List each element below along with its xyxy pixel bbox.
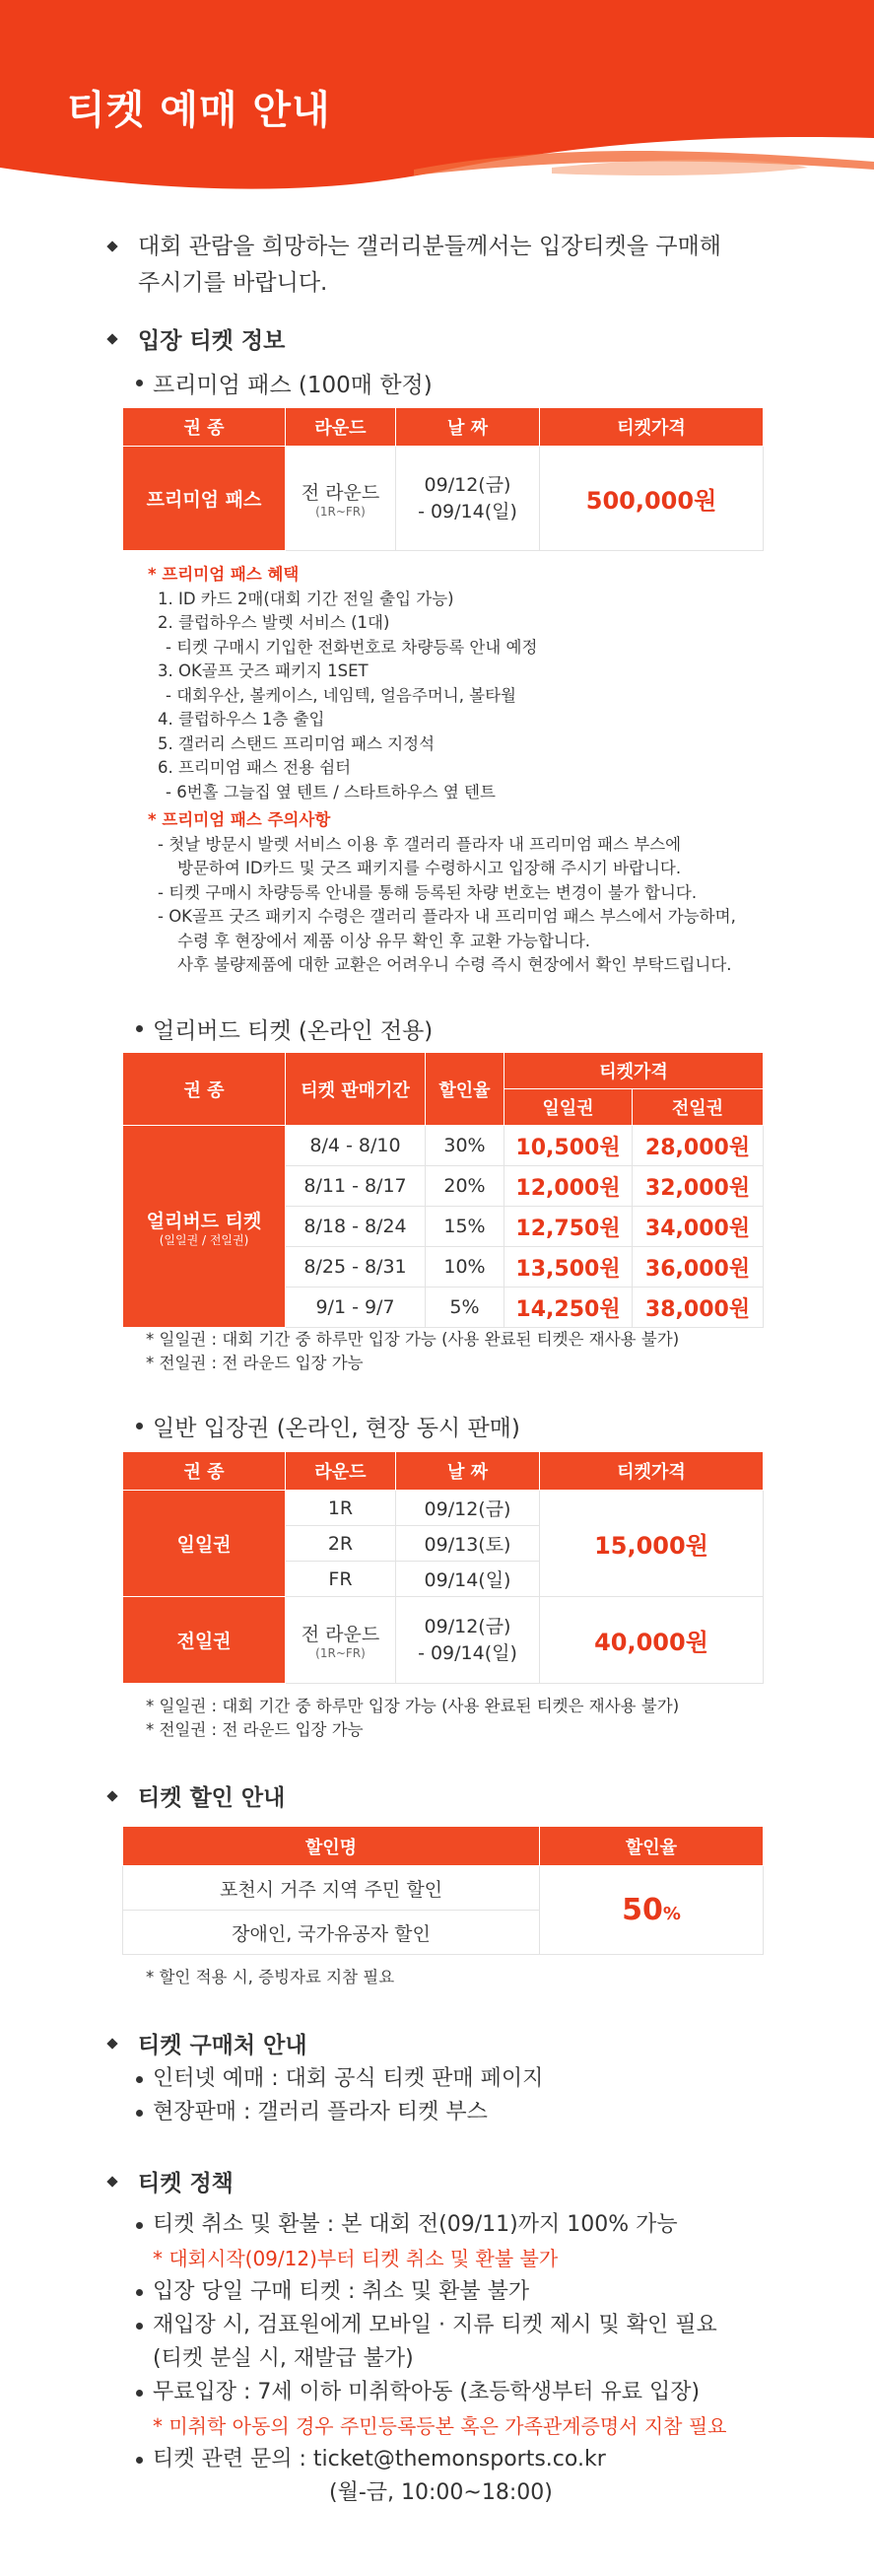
purchase-item: 인터넷 예매 : 대회 공식 티켓 판매 페이지: [153, 2066, 544, 2091]
policy-hours: (월-금, 10:00~18:00): [329, 2480, 553, 2505]
note-line: * 전일권 : 전 라운드 입장 가능: [146, 1354, 364, 1372]
section-entry-ticket: [108, 322, 285, 355]
general-date: 09/13(토): [396, 1526, 540, 1562]
diamond-bullet-icon: [106, 1790, 117, 1801]
policy-sameday: 입장 당일 구매 티켓 : 취소 및 환불 불가: [153, 2279, 530, 2304]
list-item: [136, 2443, 806, 2476]
full-date-cell: [396, 1597, 540, 1684]
discount-item: 포천시 거주 지역 주민 할인: [123, 1866, 540, 1911]
discount-rate: [540, 1866, 764, 1955]
caution-item: 방문하여 ID카드 및 굿즈 패키지를 수령하시고 입장해 주시기 바랍니다.: [177, 859, 682, 877]
daily-ticket-price: 15,000원: [540, 1491, 764, 1597]
caution-item: - OK골프 굿즈 패키지 수령은 갤러리 플라자 내 프리미엄 패스 부스에서 가능하며,: [158, 907, 736, 926]
note-line: * 전일권 : 전 라운드 입장 가능: [146, 1720, 364, 1739]
policy-reentry: 재입장 시, 검표원에게 모바일 · 지류 티켓 제시 및 확인 필요: [153, 2313, 717, 2337]
purchase-item: 현장판매 : 갤러리 플라자 티켓 부스: [153, 2100, 488, 2124]
benefit-item: 6. 프리미엄 패스 전용 쉼터: [158, 758, 352, 777]
benefit-item: 1. ID 카드 2매(대회 기간 전일 출입 가능): [158, 589, 454, 608]
list-item: [136, 2275, 806, 2309]
policy-refund: 티켓 취소 및 환불 : 본 대회 전(09/11)까지 100% 가능: [153, 2212, 678, 2237]
full-date-end: - 09/14(일): [418, 1641, 517, 1664]
benefit-item: - 대회우산, 볼케이스, 네임텍, 얼음주머니, 볼타월: [166, 685, 516, 705]
dot-bullet-icon: [136, 2110, 143, 2117]
earlybird-table: [122, 1052, 764, 1328]
benefit-item: 4. 클럽하우스 1층 출입: [158, 710, 325, 729]
caution-item: - 티켓 구매시 차량등록 안내를 통해 등록된 차량 번호는 변경이 불가 합니다.: [158, 882, 698, 902]
premium-pass-table: [122, 407, 764, 551]
policy-free-note: * 미취학 아동의 경우 주민등록등본 혹은 가족관계증명서 지참 필요: [153, 2414, 727, 2438]
earlybird-full-price: 38,000원: [633, 1288, 764, 1328]
header-banner: [0, 0, 874, 197]
premium-round-sub: (1R~FR): [315, 505, 366, 519]
list-item: [136, 2208, 806, 2242]
col-header-round: 라운드: [286, 1452, 396, 1491]
col-header-type: 권 종: [123, 1452, 286, 1491]
note-line: * 일일권 : 대회 기간 중 하루만 입장 가능 (사용 완료된 티켓은 재사용 불가): [146, 1330, 680, 1349]
earlybird-daily-price: 14,250원: [504, 1288, 633, 1328]
policy-contact: 티켓 관련 문의 : ticket@themonsports.co.kr: [153, 2447, 606, 2472]
col-header-date: 날 짜: [396, 1452, 540, 1491]
col-header-price: 티켓가격: [540, 1452, 764, 1491]
list-item: [136, 2309, 806, 2342]
full-ticket-price: 40,000원: [540, 1597, 764, 1684]
earlybird-rate: 20%: [426, 1166, 504, 1207]
diamond-bullet-icon: [106, 241, 117, 251]
col-header-price: 티켓가격: [540, 408, 764, 447]
earlybird-daily-price: 13,500원: [504, 1247, 633, 1288]
premium-subtitle: [136, 367, 433, 399]
dot-bullet-icon: [136, 1025, 143, 1032]
general-round: FR: [286, 1562, 396, 1597]
premium-price: 500,000원: [540, 447, 764, 551]
dot-bullet-icon: [136, 2457, 143, 2464]
premium-round-cell: [286, 447, 396, 551]
general-admission-table: [122, 1451, 764, 1684]
discount-note: * 할인 적용 시, 증빙자료 지참 필요: [146, 1968, 395, 1986]
earlybird-name: 얼리버드 티켓: [146, 1210, 262, 1232]
premium-pass-label: 프리미엄 패스: [123, 447, 286, 551]
earlybird-daily-price: 12,750원: [504, 1207, 633, 1247]
note-line: * 일일권 : 대회 기간 중 하루만 입장 가능 (사용 완료된 티켓은 재사용 불가): [146, 1697, 680, 1715]
benefit-item: 2. 클럽하우스 발렛 서비스 (1대): [158, 613, 390, 632]
general-subtitle: [136, 1410, 520, 1442]
general-round: 1R: [286, 1491, 396, 1526]
earlybird-daily-price: 12,000원: [504, 1166, 633, 1207]
section-title: 티켓 정책: [138, 2171, 234, 2196]
earlybird-rate: 5%: [426, 1288, 504, 1328]
page-title: 티켓 예매 안내: [67, 88, 331, 133]
discount-table: [122, 1826, 764, 1955]
caution-item: 수령 후 현장에서 제품 이상 유무 확인 후 교환 가능합니다.: [177, 931, 591, 950]
earlybird-name-sub: (일일권 / 전일권): [159, 1232, 249, 1247]
earlybird-rate: 30%: [426, 1126, 504, 1166]
dot-bullet-icon: [136, 2076, 143, 2083]
benefit-item: 5. 갤러리 스탠드 프리미엄 패스 지정석: [158, 733, 436, 753]
caution-title: * 프리미엄 패스 주의사항: [148, 810, 331, 829]
list-item: [136, 2376, 806, 2409]
col-header-type: 권 종: [123, 1053, 286, 1126]
premium-date-end: - 09/14(일): [418, 500, 517, 522]
col-header-discount-name: 할인명: [123, 1827, 540, 1866]
earlybird-period: 8/25 - 8/31: [286, 1247, 426, 1288]
section-title: 티켓 할인 안내: [138, 1785, 286, 1811]
earlybird-period: 8/11 - 8/17: [286, 1166, 426, 1207]
general-subtitle-text: 일반 입장권 (온라인, 현장 동시 판매): [153, 1416, 520, 1441]
col-header-full: 전일권: [633, 1089, 764, 1126]
earlybird-notes: [146, 1328, 679, 1375]
diamond-bullet-icon: [106, 2038, 117, 2049]
list-item: [136, 2096, 806, 2129]
earlybird-rate: 10%: [426, 1247, 504, 1288]
intro-line: 주시기를 바랍니다.: [138, 270, 328, 296]
daily-ticket-label: 일일권: [123, 1491, 286, 1597]
dot-bullet-icon: [136, 1423, 143, 1429]
full-round-sub: (1R~FR): [315, 1646, 366, 1660]
general-date: 09/14(일): [396, 1562, 540, 1597]
earlybird-subtitle: [136, 1012, 433, 1045]
general-notes: [146, 1695, 679, 1742]
col-header-date: 날 짜: [396, 408, 540, 447]
premium-date-start: 09/12(금): [424, 473, 511, 496]
full-round: 전 라운드: [301, 1624, 380, 1645]
earlybird-subtitle-text: 얼리버드 티켓 (온라인 전용): [153, 1018, 434, 1044]
section-policy: [108, 2165, 234, 2197]
benefit-item: - 티켓 구매시 기입한 전화번호로 차량등록 안내 예정: [166, 637, 538, 657]
general-round: 2R: [286, 1526, 396, 1562]
earlybird-period: 8/4 - 8/10: [286, 1126, 426, 1166]
earlybird-rate: 15%: [426, 1207, 504, 1247]
intro-paragraph: [108, 229, 798, 302]
premium-benefits: [148, 563, 798, 978]
earlybird-daily-price: 10,500원: [504, 1126, 633, 1166]
discount-rate-unit: %: [662, 1904, 681, 1924]
earlybird-full-price: 32,000원: [633, 1166, 764, 1207]
policy-free: 무료입장 : 7세 이하 미취학아동 (초등학생부터 유료 입장): [153, 2380, 701, 2404]
premium-date-cell: [396, 447, 540, 551]
earlybird-full-price: 28,000원: [633, 1126, 764, 1166]
col-header-type: 권 종: [123, 408, 286, 447]
dot-bullet-icon: [136, 2323, 143, 2330]
list-item: [136, 2062, 806, 2096]
earlybird-full-price: 36,000원: [633, 1247, 764, 1288]
full-date-start: 09/12(금): [424, 1615, 511, 1637]
section-title: 입장 티켓 정보: [138, 328, 286, 354]
premium-round: 전 라운드: [301, 482, 380, 504]
dot-bullet-icon: [136, 2289, 143, 2296]
section-title: 티켓 구매처 안내: [138, 2033, 307, 2058]
benefits-title: * 프리미엄 패스 혜택: [148, 565, 300, 584]
col-header-price: 티켓가격: [504, 1053, 764, 1089]
earlybird-period: 9/1 - 9/7: [286, 1288, 426, 1328]
earlybird-label: [123, 1126, 286, 1328]
col-header-round: 라운드: [286, 408, 396, 447]
general-date: 09/12(금): [396, 1491, 540, 1526]
dot-bullet-icon: [136, 2222, 143, 2229]
dot-bullet-icon: [136, 380, 143, 386]
full-round-cell: [286, 1597, 396, 1684]
discount-rate-number: 50: [622, 1893, 663, 1927]
discount-item: 장애인, 국가유공자 할인: [123, 1911, 540, 1955]
section-purchase: [108, 2027, 307, 2059]
col-header-discount-rate: 할인율: [540, 1827, 764, 1866]
col-header-rate: 할인율: [426, 1053, 504, 1126]
col-header-period: 티켓 판매기간: [286, 1053, 426, 1126]
caution-item: - 첫날 방문시 발렛 서비스 이용 후 갤러리 플라자 내 프리미엄 패스 부스에: [158, 834, 682, 854]
dot-bullet-icon: [136, 2390, 143, 2397]
earlybird-full-price: 34,000원: [633, 1207, 764, 1247]
policy-refund-note: * 대회시작(09/12)부터 티켓 취소 및 환불 불가: [153, 2247, 559, 2270]
caution-item: 사후 불량제품에 대한 교환은 어려우니 수령 즉시 현장에서 확인 부탁드립니다.: [177, 955, 732, 974]
premium-subtitle-text: 프리미엄 패스 (100매 한정): [153, 373, 433, 398]
policy-reentry-sub: (티켓 분실 시, 재발급 불가): [153, 2346, 414, 2371]
benefit-item: - 6번홀 그늘집 옆 텐트 / 스타트하우스 옆 텐트: [166, 782, 496, 801]
section-discount: [108, 1779, 285, 1812]
earlybird-period: 8/18 - 8/24: [286, 1207, 426, 1247]
benefit-item: 3. OK골프 굿즈 패키지 1SET: [158, 661, 369, 680]
diamond-bullet-icon: [106, 333, 117, 344]
purchase-list: [136, 2062, 806, 2129]
full-ticket-label: 전일권: [123, 1597, 286, 1684]
col-header-daily: 일일권: [504, 1089, 633, 1126]
intro-line: 대회 관람을 희망하는 갤러리분들께서는 입장티켓을 구매해: [138, 234, 722, 259]
policy-list: [136, 2208, 806, 2510]
diamond-bullet-icon: [106, 2176, 117, 2187]
